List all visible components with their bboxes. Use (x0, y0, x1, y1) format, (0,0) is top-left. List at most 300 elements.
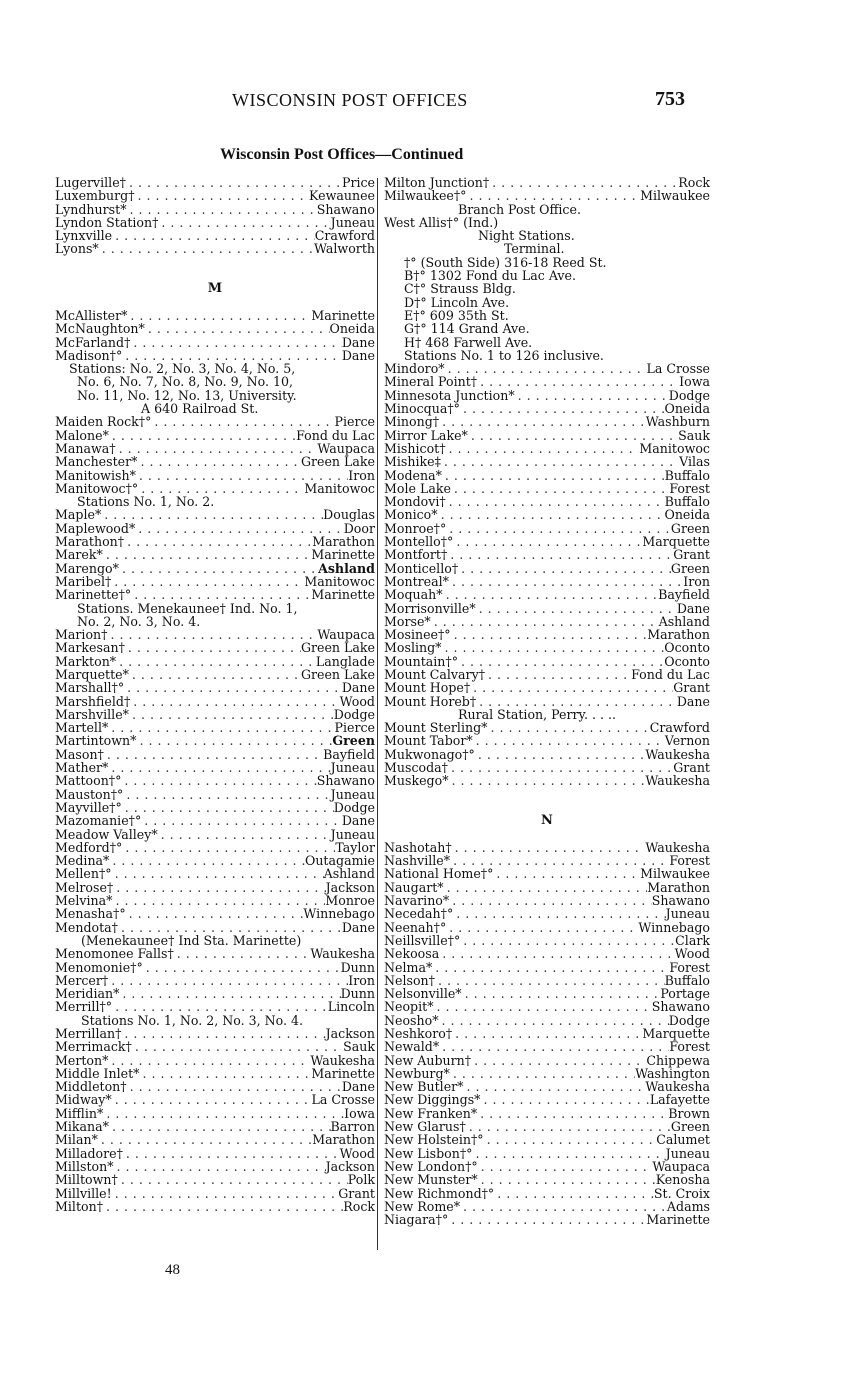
dot-leader (158, 216, 330, 229)
dot-leader (435, 974, 665, 987)
dot-leader (449, 575, 683, 588)
county-name: Washburn (645, 414, 710, 430)
dot-leader (471, 1054, 646, 1067)
post-office-name: Monico* (384, 507, 438, 523)
post-office-name: Merrillan† (55, 1026, 122, 1041)
county-name: Langlade (315, 653, 375, 669)
dot-leader (109, 1120, 331, 1133)
page-footer: 48 (165, 1262, 180, 1278)
dot-leader (444, 881, 648, 894)
post-office-name: Marinette†° (55, 587, 132, 603)
dot-leader (446, 522, 671, 535)
post-office-name: Melvina* (55, 893, 113, 909)
post-office-entry (55, 1054, 375, 1067)
dot-leader (111, 575, 304, 588)
post-office-entry (384, 1107, 710, 1120)
dot-leader (450, 854, 669, 867)
county-name: Iron (348, 972, 375, 988)
dot-leader (439, 415, 646, 428)
county-name: Marinette (311, 1065, 375, 1081)
post-office-entry (384, 508, 710, 521)
post-office-entry (55, 442, 375, 455)
dot-leader (127, 1080, 342, 1093)
post-office-entry (384, 1040, 710, 1053)
county-name: Grant (673, 760, 710, 776)
dot-leader (450, 1067, 635, 1080)
county-name: Portage (660, 986, 710, 1002)
county-name: Oneida (664, 507, 710, 523)
county-name: Marathon (312, 1132, 375, 1148)
county-name: Forest (669, 480, 710, 496)
post-office-name: Mazomanie†° (55, 813, 142, 829)
post-office-name: Midway* (55, 1092, 112, 1108)
post-office-name: Medford†° (55, 839, 123, 855)
post-office-name: Menomonee Falls† (55, 946, 174, 962)
dot-leader (101, 508, 323, 521)
dot-leader (480, 1093, 649, 1106)
post-office-name: Merton* (55, 1052, 109, 1068)
post-office-entry (384, 641, 710, 654)
post-office-entry (384, 894, 710, 907)
post-office-entry (55, 1093, 375, 1106)
county-name: Grant (338, 1185, 375, 1201)
post-office-entry (384, 761, 710, 774)
post-office-entry (55, 189, 375, 202)
county-name: Douglas (323, 507, 375, 523)
dot-leader (112, 1187, 339, 1200)
dot-leader (515, 389, 669, 402)
dot-leader (468, 429, 678, 442)
post-office-name: New Glarus† (384, 1119, 466, 1135)
station-note: E†° 609 35th St. (404, 307, 509, 323)
post-office-name: Neopit* (384, 999, 434, 1015)
dot-leader (108, 721, 334, 734)
dot-leader (477, 375, 679, 388)
county-name: Calumet (656, 1132, 710, 1148)
dot-leader (484, 1133, 657, 1146)
post-office-name: Maribel† (55, 573, 112, 589)
county-name: Forest (669, 853, 710, 869)
post-office-name: Mendota† (55, 919, 118, 935)
post-office-name: Mishicot† (384, 440, 446, 456)
dot-leader (449, 894, 652, 907)
post-office-name: Manitowish* (55, 467, 136, 483)
county-name: La Crosse (311, 1092, 375, 1108)
dot-leader (494, 1187, 654, 1200)
post-office-name: Mercer† (55, 972, 109, 988)
post-office-entry (384, 389, 710, 402)
post-office-name: Lyons* (55, 241, 99, 257)
county-name: Dunn (340, 986, 375, 1002)
post-office-name: Marshville* (55, 706, 129, 722)
post-office-name: Mirror Lake* (384, 427, 468, 443)
county-name: Green Lake (300, 666, 375, 682)
county-name: St. Croix (653, 1185, 710, 1201)
dot-leader (112, 894, 325, 907)
post-office-name: New London†° (384, 1158, 478, 1174)
post-office-entry (55, 1040, 375, 1053)
dot-leader (463, 1080, 645, 1093)
post-office-entry (55, 867, 375, 880)
county-name: Sauk (343, 1039, 375, 1055)
post-office-entry (384, 402, 710, 415)
county-name: Dane (341, 347, 375, 363)
post-office-entry (384, 1120, 710, 1133)
post-office-name: New Butler* (384, 1079, 464, 1095)
post-office-entry (55, 482, 375, 495)
station-note: H† 468 Farwell Ave. (404, 334, 533, 350)
post-office-entry (55, 1080, 375, 1093)
post-office-entry (55, 309, 375, 322)
post-office-entry (55, 1160, 375, 1173)
dot-leader (477, 1107, 668, 1120)
county-name: Waukesha (310, 946, 375, 962)
post-office-entry (384, 1093, 710, 1106)
post-office-entry (384, 415, 710, 428)
spacer (55, 269, 375, 282)
county-name: Juneau (330, 760, 375, 776)
county-name: Dodge (668, 1012, 710, 1028)
post-office-name: Lugerville† (55, 175, 126, 190)
county-name: Ashland (318, 560, 375, 576)
dot-leader (123, 1147, 340, 1160)
post-office-entry (384, 748, 710, 761)
county-name: Marinette (646, 1212, 710, 1228)
post-office-entry (55, 734, 375, 747)
post-office-name: Navarino* (384, 893, 450, 909)
post-office-name: Marengo* (55, 560, 119, 576)
dot-leader (121, 1027, 325, 1040)
post-office-name: Mason† (55, 746, 104, 762)
post-office-entry (55, 681, 375, 694)
station-note: No. 2, No. 3, No. 4. (77, 613, 201, 629)
dot-leader (447, 548, 673, 561)
county-name: Lincoln (327, 999, 375, 1015)
post-office-name: Nashotah† (384, 839, 452, 855)
dot-leader (143, 961, 341, 974)
county-name: Buffalo (664, 467, 710, 483)
post-office-entry (55, 774, 375, 787)
dot-leader (487, 721, 649, 734)
county-name: Taylor (335, 839, 375, 855)
post-office-name: Newald* (384, 1039, 440, 1055)
post-office-name: Mishike‡ (384, 454, 441, 470)
post-office-entry (55, 748, 375, 761)
station-note: No. 11, No. 12, No. 13, University. (77, 387, 297, 403)
post-office-name: Milladore† (55, 1145, 123, 1161)
dot-leader (448, 761, 673, 774)
post-office-entry (55, 974, 375, 987)
post-office-name: Menomonie†° (55, 959, 143, 975)
post-office-entry (55, 907, 375, 920)
station-note: G†° 114 Grand Ave. (404, 321, 530, 337)
running-head: WISCONSIN POST OFFICES (232, 90, 468, 110)
county-name: Dodge (333, 706, 375, 722)
post-office-name: Mellen†° (55, 866, 112, 882)
dot-leader (124, 681, 342, 694)
post-office-name: Monroe†° (384, 520, 447, 536)
post-office-entry (384, 548, 710, 561)
station-note: D†° Lincoln Ave. (404, 294, 510, 310)
post-office-name: Mount Hope† (384, 680, 471, 696)
dot-leader (438, 508, 665, 521)
post-office-entry (384, 734, 710, 747)
letter-heading: M (207, 281, 223, 297)
dot-leader (451, 628, 648, 641)
county-name: Green Lake (300, 454, 375, 470)
right-column (384, 176, 710, 1226)
county-name: Chippewa (646, 1052, 710, 1068)
post-office-name: Markton* (55, 653, 117, 669)
post-office-entry (55, 961, 375, 974)
post-office-name: Necedah†° (384, 906, 454, 922)
post-office-entry (384, 588, 710, 601)
post-office-entry (55, 1067, 375, 1080)
post-office-name: Meadow Valley* (55, 826, 158, 842)
post-office-entry (55, 1147, 375, 1160)
post-office-name: Manawa† (55, 440, 116, 456)
post-office-entry (55, 788, 375, 801)
post-office-entry (384, 881, 710, 894)
post-office-name: McAllister* (55, 307, 128, 323)
post-office-name: Lynxville (55, 228, 113, 244)
dot-leader (125, 641, 301, 654)
dot-leader (135, 189, 310, 202)
dot-leader (493, 867, 640, 880)
dot-leader (446, 921, 638, 934)
station-note: Stations No. 1, No. 2. (77, 494, 215, 510)
post-office-name: Marshfield† (55, 693, 131, 709)
dot-leader (103, 548, 312, 561)
county-name: Jackson (325, 1158, 375, 1174)
county-name: Marinette (311, 547, 375, 563)
dot-leader (470, 681, 673, 694)
dot-leader (139, 1067, 311, 1080)
county-name: Polk (347, 1172, 375, 1188)
post-office-name: McFarland† (55, 334, 131, 350)
post-office-entry (384, 1160, 710, 1173)
post-office-entry (384, 695, 710, 708)
post-office-name: Madison†° (55, 347, 123, 363)
dot-leader (118, 921, 342, 934)
dot-leader (431, 615, 659, 628)
post-office-entry (384, 495, 710, 508)
post-office-name: Neshkoro† (384, 1026, 453, 1041)
post-office-entry (384, 934, 710, 947)
dot-leader (453, 907, 665, 920)
post-office-entry (55, 535, 375, 548)
county-name: Waukesha (645, 839, 710, 855)
post-office-name: Mayville†° (55, 799, 122, 815)
dot-leader (458, 655, 664, 668)
station-note: No. 6, No. 7, No. 8, No. 9, No. 10, (77, 374, 294, 390)
county-name: Waukesha (645, 746, 710, 762)
station-note: (Menekaunee† Ind Sta. Marinette) (81, 932, 302, 948)
station-note: West Allis†° (Ind.) (384, 214, 499, 230)
post-office-entry (55, 1120, 375, 1133)
dot-leader (104, 748, 323, 761)
dot-leader (174, 947, 311, 960)
county-name: Bayfield (658, 587, 710, 603)
county-name: Kenosha (655, 1172, 710, 1188)
post-office-name: Mattoon†° (55, 773, 122, 789)
post-office-name: Newburg* (384, 1065, 450, 1081)
county-name: Kewaunee (309, 188, 375, 204)
county-name: Wood (339, 1145, 375, 1161)
post-office-entry (384, 442, 710, 455)
county-name: Winnebago (303, 906, 375, 922)
dot-leader (118, 1173, 348, 1186)
post-office-name: Mauston†° (55, 786, 124, 802)
post-office-entry (384, 1200, 710, 1213)
county-name: Iron (683, 573, 710, 589)
post-office-entry (55, 588, 375, 601)
county-name: Walworth (314, 241, 375, 257)
post-office-entry (384, 429, 710, 442)
post-office-name: Minocqua†° (384, 401, 460, 417)
dot-leader (439, 1040, 669, 1053)
post-office-entry (384, 987, 710, 1000)
county-name: Crawford (314, 228, 375, 244)
post-office-name: Milton† (55, 1198, 104, 1214)
dot-leader (478, 1173, 656, 1186)
station-note: Night Stations. (478, 228, 575, 244)
post-office-entry (384, 974, 710, 987)
post-office-entry (384, 1187, 710, 1200)
dot-leader (124, 535, 312, 548)
post-office-name: Minnesota Junction* (384, 387, 515, 403)
post-office-entry (384, 854, 710, 867)
dot-leader (126, 176, 342, 189)
dot-leader (452, 1027, 642, 1040)
county-name: Marinette (311, 587, 375, 603)
dot-leader (129, 708, 334, 721)
post-office-entry (55, 801, 375, 814)
county-name: Juneau (665, 906, 710, 922)
dot-leader (137, 455, 301, 468)
dot-leader (446, 495, 665, 508)
dot-leader (127, 309, 311, 322)
county-name: Rock (678, 175, 710, 190)
county-name: Lafayette (649, 1092, 710, 1108)
spacer (384, 828, 710, 841)
post-office-name: Milwaukee†° (384, 188, 467, 204)
post-office-entry (384, 535, 710, 548)
county-name: Grant (673, 547, 710, 563)
post-office-name: Nelson† (384, 972, 435, 988)
post-office-name: Maiden Rock†° (55, 414, 152, 430)
county-name: Wood (674, 946, 710, 962)
county-name: Oconto (664, 640, 710, 656)
dot-leader (136, 734, 332, 747)
station-note: A 640 Railroad St. (141, 401, 259, 417)
dot-leader (107, 628, 317, 641)
dot-leader (472, 1147, 665, 1160)
county-name: Vernon (664, 733, 710, 749)
dot-leader (485, 668, 631, 681)
county-name: Green Lake (300, 640, 375, 656)
post-office-name: Medina* (55, 853, 110, 869)
post-office-name: Niagara†° (384, 1212, 449, 1228)
post-office-entry (384, 482, 710, 495)
post-office-name: Mountain†° (384, 653, 459, 669)
dot-leader (445, 362, 647, 375)
section-title: Wisconsin Post Offices—Continued (220, 146, 464, 163)
county-name: Pierce (334, 414, 375, 430)
dot-leader (151, 415, 334, 428)
dot-leader (138, 482, 304, 495)
station-note: Terminal. (504, 241, 565, 257)
county-name: Green (670, 1119, 710, 1135)
dot-leader (112, 867, 324, 880)
dot-leader (443, 588, 659, 601)
post-office-entry (55, 721, 375, 734)
post-office-entry (384, 841, 710, 854)
county-name: Dane (341, 680, 375, 696)
county-name: Clark (675, 932, 710, 948)
post-office-name: Morrisonville* (384, 600, 476, 616)
county-name: Shawano (316, 201, 375, 217)
county-name: Manitowoc (304, 480, 375, 496)
post-office-name: National Home†° (384, 866, 494, 882)
county-name: Fond du Lac (631, 666, 710, 682)
dot-leader (475, 748, 646, 761)
post-office-entry (55, 322, 375, 335)
dot-leader (489, 176, 678, 189)
post-office-name: Lyndhurst* (55, 201, 127, 217)
county-name: Vilas (679, 454, 710, 470)
station-note: Rural Station, Perry. . . .. (458, 706, 617, 722)
post-office-name: Nelsonville* (384, 986, 462, 1002)
county-name: Marinette (311, 307, 375, 323)
dot-leader (145, 322, 330, 335)
post-office-entry (384, 176, 710, 189)
post-office-name: Manitowoc†° (55, 480, 139, 496)
dot-leader (119, 987, 340, 1000)
dot-leader (109, 429, 296, 442)
dot-leader (136, 469, 348, 482)
post-office-entry (384, 668, 710, 681)
post-office-entry (55, 828, 375, 841)
post-office-entry (384, 1014, 710, 1027)
post-office-entry (384, 602, 710, 615)
dot-leader (449, 774, 646, 787)
post-office-entry (384, 522, 710, 535)
county-name: Adams (666, 1198, 710, 1214)
station-note: †° (South Side) 316-18 Reed St. (404, 254, 607, 270)
post-office-entry (55, 176, 375, 189)
post-office-entry (384, 947, 710, 960)
post-office-name: Montfort† (384, 547, 448, 563)
county-name: Shawano (316, 773, 375, 789)
county-name: Juneau (330, 826, 375, 842)
post-office-name: Mondovi† (384, 494, 446, 510)
post-office-entry (55, 1027, 375, 1040)
post-office-name: Middle Inlet* (55, 1065, 140, 1081)
county-name: La Crosse (646, 361, 710, 377)
post-office-name: Malone* (55, 427, 109, 443)
post-office-name: Mount Horeb† (384, 693, 477, 709)
post-office-name: New Auburn† (384, 1052, 472, 1068)
county-name: Rock (343, 1198, 375, 1214)
county-name: Oneida (664, 401, 710, 417)
county-name: Oneida (329, 321, 375, 337)
county-name: Dane (341, 334, 375, 350)
post-office-name: Marshall†° (55, 680, 125, 696)
post-office-entry (384, 575, 710, 588)
dot-leader (122, 349, 342, 362)
county-name: Dodge (333, 799, 375, 815)
